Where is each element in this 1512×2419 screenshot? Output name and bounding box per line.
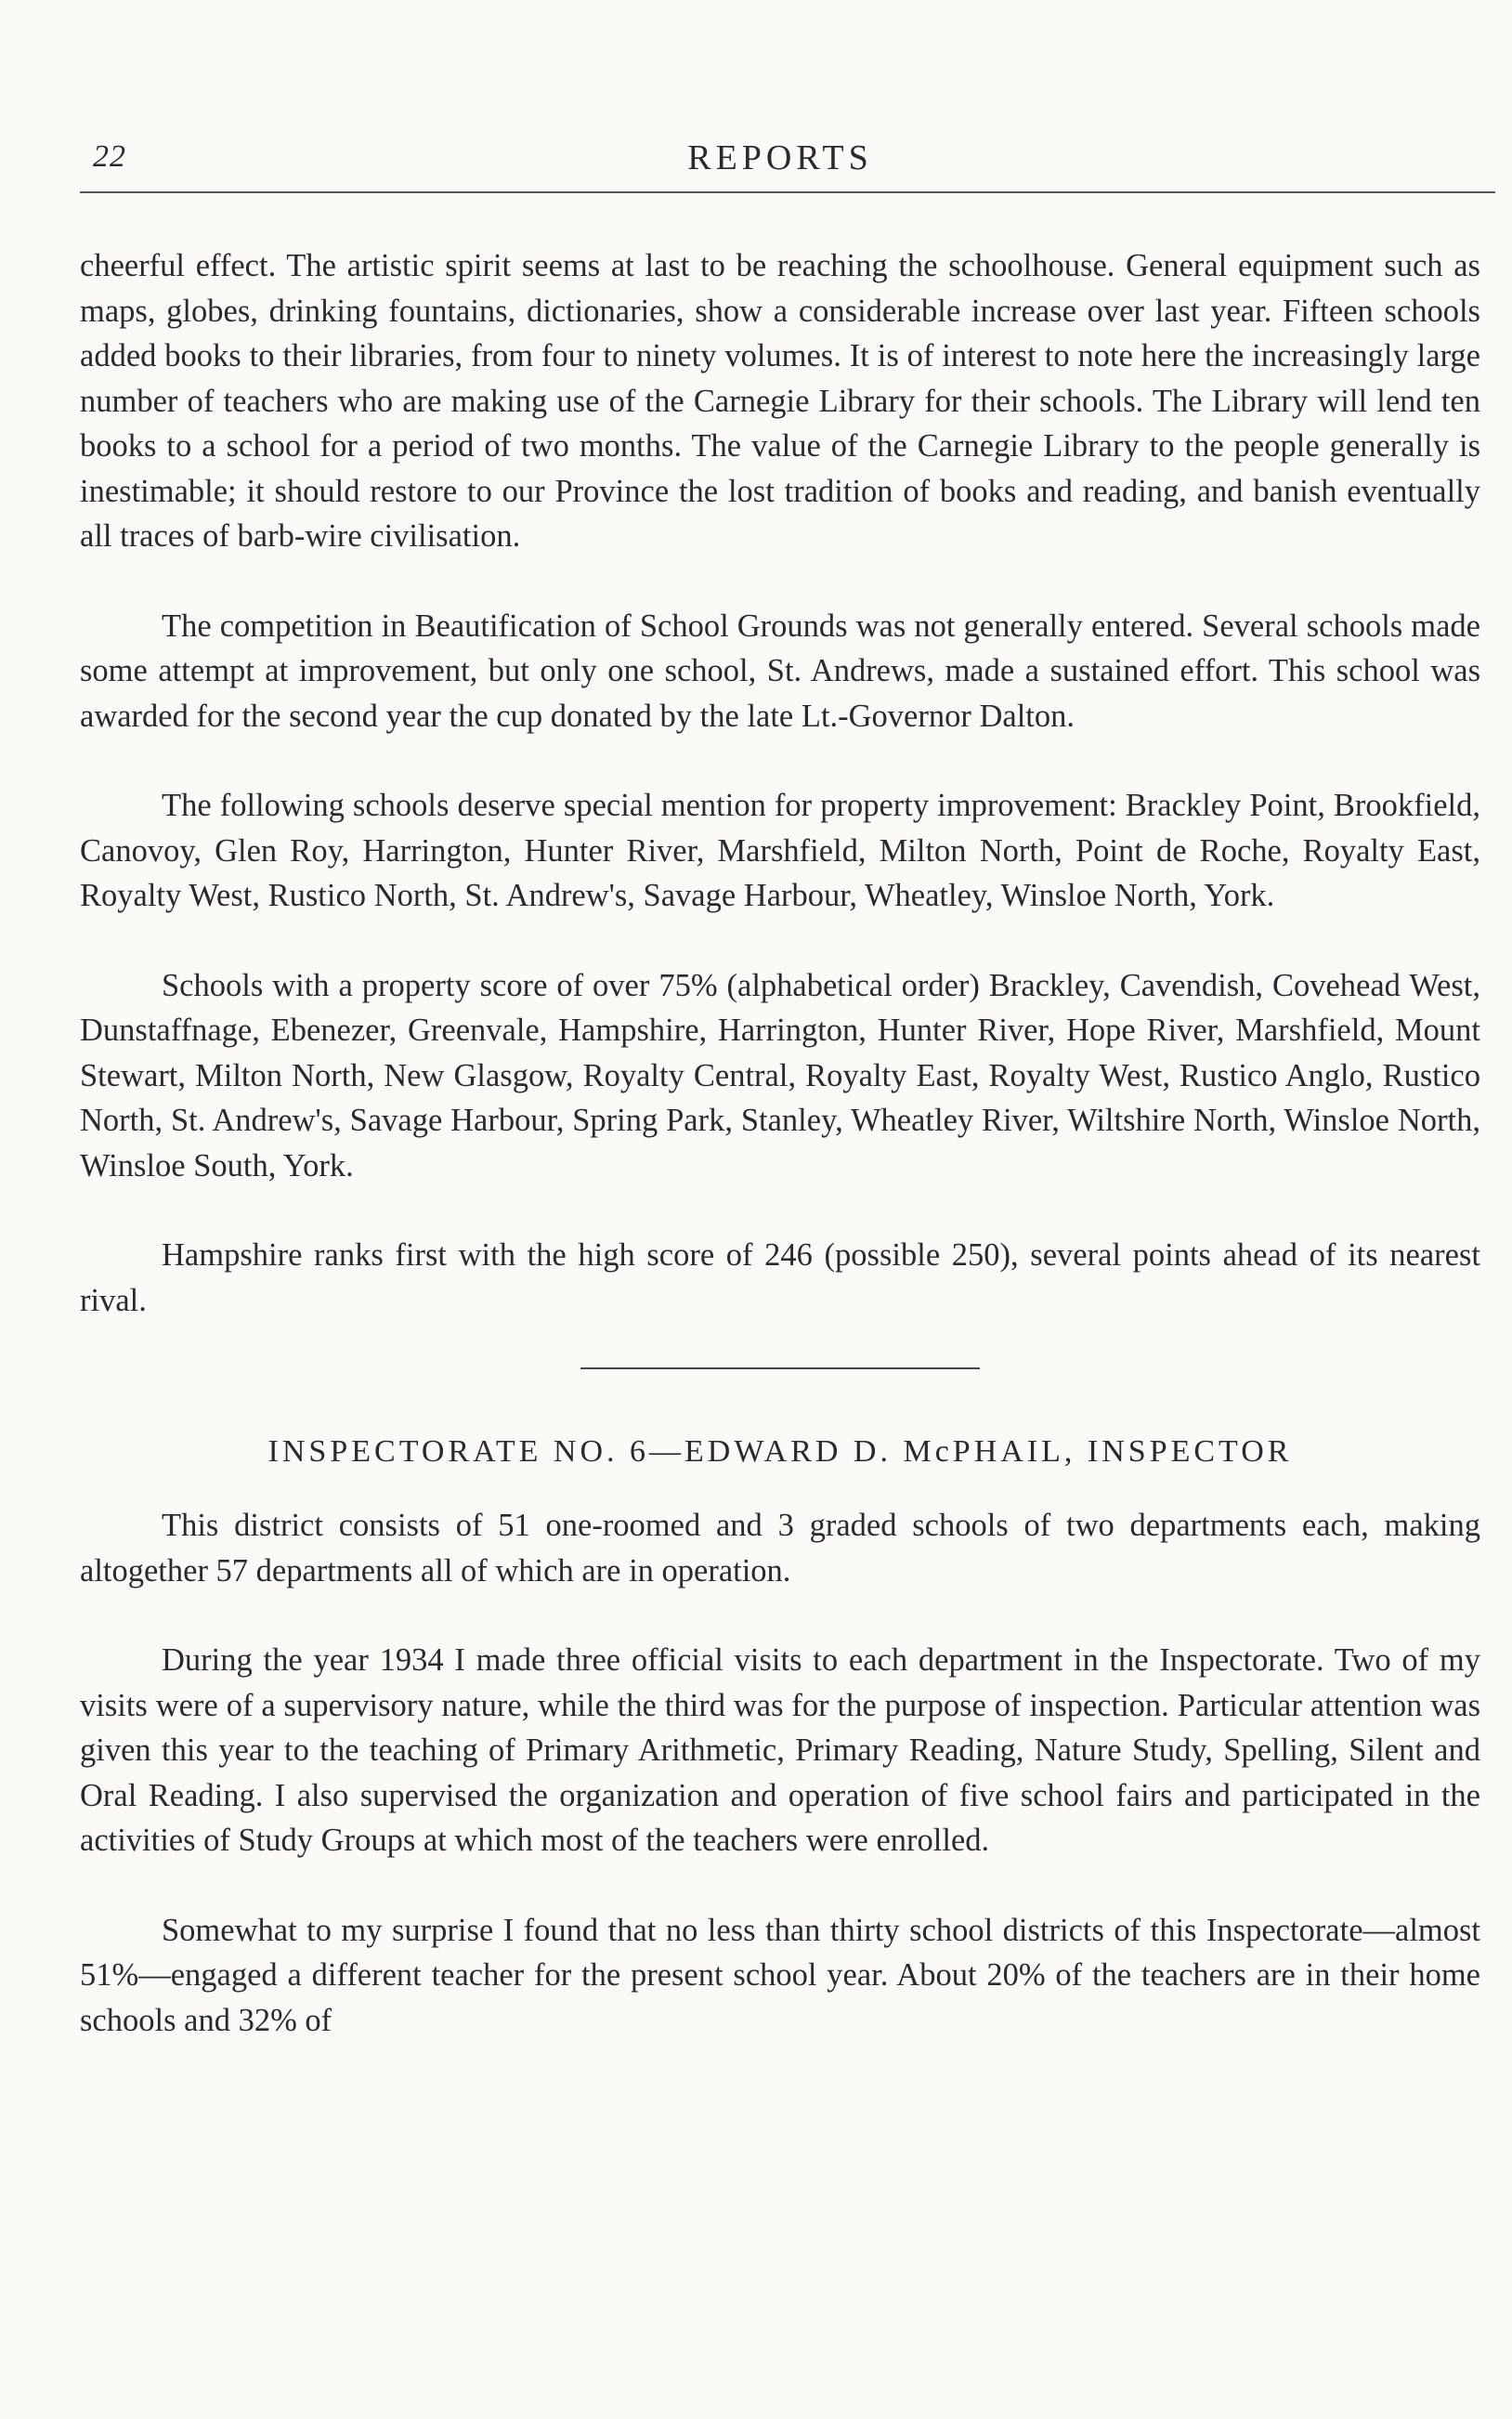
document-page	[80, 130, 1480, 2038]
paragraph-continuation: cheerful effect. The artistic spirit seems at last to be reaching the schoolhouse. General equipment such as maps, globes, drinking fountains, dictionaries, show a considerable increase over last year. Fifteen schools added books to their libraries, from four to ninety volumes. It is of interest to note here the increasingly large number of teachers who are making use of the Carnegie Library for their schools. The Library will lend ten books to a school for a period of two months. The value of the Carnegie Library to the people generally is inestimable; it should restore to our Province the lost tradition of books and reading, and banish eventually all traces of barb-wire civilisation.	[80, 248, 1480, 554]
paragraph-teachers: Somewhat to my surprise I found that no less than thirty school districts of this Inspectorate—almost 51%—engaged a different teacher for the present school year. About 20% of the teachers are in their home schools and 32% of	[80, 1912, 1480, 2038]
paragraph-visits: During the year 1934 I made three official visits to each department in the Inspectorate. Two of my visits were of a supervisory nature, while the third was for the purpose of inspection. Particular attention was given this year to the teaching of Primary Arithmetic, Primary Reading, Nature Study, Spelling, Silent and Oral Reading. I also supervised the organization and operation of five school fairs and participated in the activities of Study Groups at which most of the teachers were enrolled.	[80, 1642, 1480, 1858]
paragraph-special-mention: The following schools deserve special mention for property improvement: Brackley Point, Brookfield, Canovoy, Glen Roy, Harrington, Hunter River, Marshfield, Milton North, Point de Roche, Royalty East, Royalty West, Rustico North, St. Andrew's, Savage Harbour, Wheatley, Winsloe North, York.	[80, 788, 1480, 913]
running-header	[80, 130, 1480, 186]
page-number: 22	[93, 139, 126, 174]
header-rule	[80, 191, 1495, 193]
running-title: REPORTS	[687, 138, 873, 177]
paragraph-district: This district consists of 51 one-roomed and 3 graded schools of two departments each, making altogether 57 departments all of which are in operation.	[80, 1508, 1480, 1589]
paragraph-hampshire: Hampshire ranks first with the high score of 246 (possible 250), several points ahead of its nearest rival.	[80, 1237, 1480, 1318]
paragraph-beautification: The competition in Beautification of School Grounds was not generally entered. Several schools made some attempt at improvement, but only one school, St. Andrews, made a sustained effort. This school was awarded for the second year the cup donated by the late Lt.-Governor Dalton.	[80, 608, 1480, 734]
section-divider	[580, 1367, 980, 1369]
paragraph-property-score: Schools with a property score of over 75% (alphabetical order) Brackley, Cavendish, Covehead West, Dunstaffnage, Ebenezer, Greenvale, Hampshire, Harrington, Hunter River, Hope River, Marshfield, Mount Stewart, Milton North, New Glasgow, Royalty Central, Royalty East, Royalty West, Rustico Anglo, Rustico North, St. Andrew's, Savage Harbour, Spring Park, Stanley, Wheatley River, Wiltshire North, Winsloe North, Winsloe South, York.	[80, 967, 1480, 1183]
section-heading: INSPECTORATE NO. 6—EDWARD D. McPHAIL, INSPECTOR	[267, 1434, 1293, 1469]
body-text	[80, 243, 1480, 2087]
